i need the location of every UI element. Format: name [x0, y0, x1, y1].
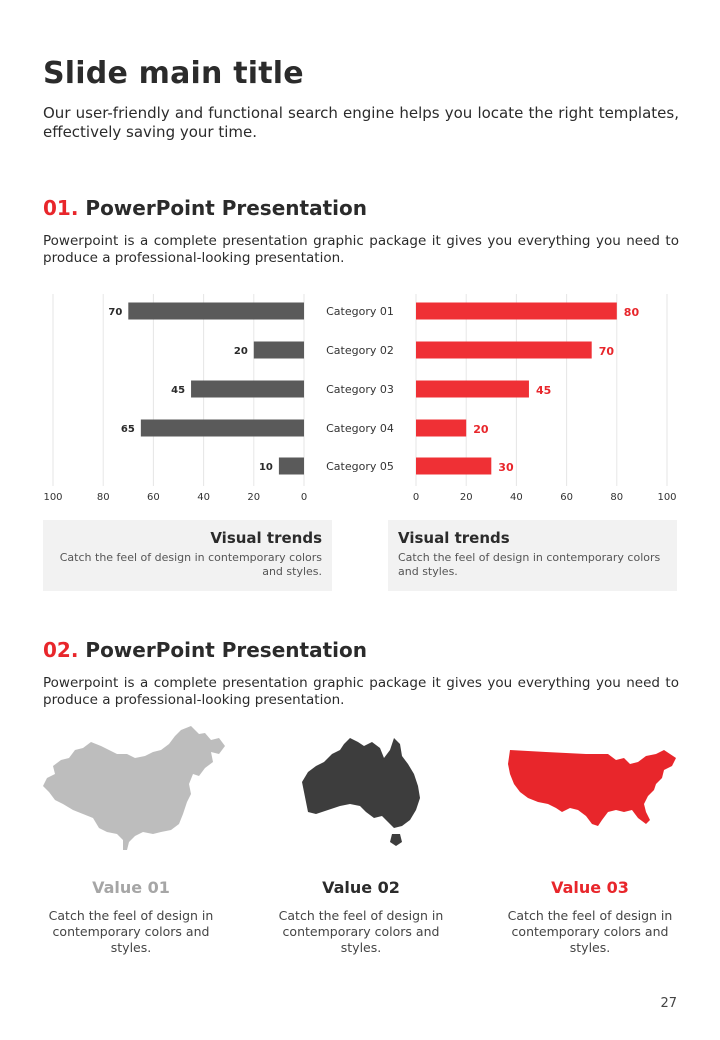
intro-text: Our user-friendly and functional search engine helps you locate the right templates, effectively saving your time.: [43, 104, 679, 141]
value-2-text: Catch the feel of design in contemporary colors and styles.: [278, 908, 444, 955]
category-label: Category 05: [326, 460, 394, 473]
left-axis-tick-label: 100: [43, 492, 63, 503]
section-2-number: 02.: [43, 638, 79, 662]
right-axis-tick-label: 80: [610, 492, 624, 503]
info-card-right-text: Catch the feel of design in contemporary colors and styles.: [398, 551, 661, 578]
info-card-left-text: Catch the feel of design in contemporary colors and styles.: [59, 551, 322, 578]
section-1-description: Powerpoint is a complete presentation graphic package it gives you everything you need to produce a professional-looking presentation.: [43, 233, 679, 266]
section-2-description: Powerpoint is a complete presentation graphic package it gives you everything you need to produce a professional-looking presentation.: [43, 675, 679, 708]
right-bar-value-label: 20: [473, 423, 489, 436]
section-2-heading: [43, 638, 367, 662]
left-bar-value-label: 45: [171, 385, 186, 396]
value-1-title: Value 01: [92, 878, 170, 897]
left-axis-tick-label: 60: [147, 492, 160, 503]
value-3-title: Value 03: [551, 878, 629, 897]
left-bar-value-label: 10: [258, 462, 273, 473]
right-axis-tick-label: 60: [560, 492, 573, 503]
section-1-number: 01.: [43, 196, 79, 220]
right-axis-tick-label: 40: [510, 492, 523, 503]
category-label: Category 01: [326, 305, 394, 318]
page-number: 27: [660, 996, 677, 1011]
left-bar-value-label: 65: [120, 424, 135, 435]
left-axis-tick-label: 20: [247, 492, 261, 503]
category-label: Category 02: [326, 344, 394, 357]
category-label: Category 03: [326, 383, 394, 396]
right-bar: [416, 458, 491, 475]
left-bar: [128, 303, 304, 320]
left-axis-tick-label: 80: [96, 492, 110, 503]
left-bar: [279, 458, 304, 475]
right-bar: [416, 303, 617, 320]
section-2-title: PowerPoint Presentation: [85, 638, 367, 662]
info-card-left: [43, 520, 332, 591]
right-bar-value-label: 70: [598, 345, 615, 358]
info-card-right-title: Visual trends: [398, 529, 510, 547]
left-axis-tick-label: 40: [197, 492, 210, 503]
left-bar: [254, 342, 304, 359]
value-2-title: Value 02: [322, 878, 400, 897]
right-bar: [416, 381, 529, 398]
usa-map-icon: [506, 748, 678, 828]
right-bar-value-label: 80: [623, 306, 640, 319]
right-axis-tick-label: 20: [459, 492, 473, 503]
right-bar-value-label: 30: [498, 461, 514, 474]
left-bar: [191, 381, 304, 398]
china-map-icon: [43, 724, 227, 856]
category-label: Category 04: [326, 422, 394, 435]
left-bar: [141, 420, 304, 437]
section-1-heading: [43, 196, 367, 220]
right-bar-value-label: 45: [535, 384, 552, 397]
value-1-text: Catch the feel of design in contemporary colors and styles.: [48, 908, 214, 955]
section-1-title: PowerPoint Presentation: [85, 196, 367, 220]
left-axis-tick-label: 0: [300, 492, 308, 503]
mirrored-bar-chart: [0, 290, 720, 510]
page-title: Slide main title: [43, 56, 304, 91]
right-bar: [416, 420, 466, 437]
right-axis-tick-label: 100: [657, 492, 677, 503]
info-card-left-title: Visual trends: [210, 529, 322, 547]
left-bar-value-label: 70: [108, 307, 123, 318]
value-3-text: Catch the feel of design in contemporary colors and styles.: [507, 908, 673, 955]
info-card-right: [388, 520, 677, 591]
right-axis-tick-label: 0: [412, 492, 420, 503]
right-bar: [416, 342, 592, 359]
left-bar-value-label: 20: [233, 346, 248, 357]
australia-map-icon: [300, 736, 422, 848]
